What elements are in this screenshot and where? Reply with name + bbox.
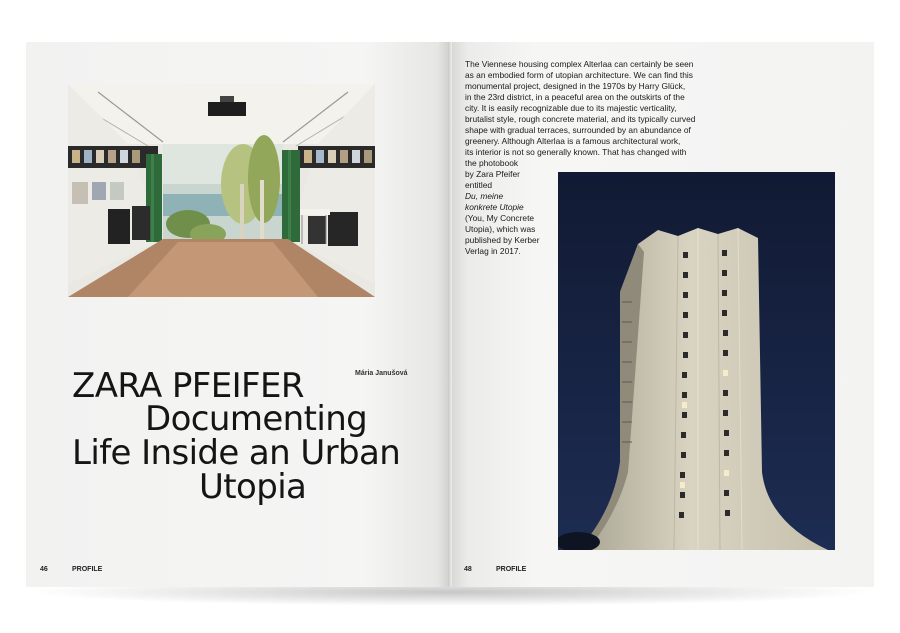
- body-line: Utopia), which was: [465, 224, 536, 234]
- book-title-part: Du, meine: [465, 191, 504, 201]
- body-line-text: entitled: [465, 180, 493, 190]
- left-section-label: PROFILE: [72, 566, 103, 573]
- body-line: in the 23rd district, in a peaceful area on the outskirts of the: [465, 92, 685, 102]
- body-line: greenery. Although Alterlaa is a famous architectural work,: [465, 136, 681, 146]
- alterlaa-tower-night-photo: [558, 172, 835, 550]
- author-name: Mária Janušová: [355, 370, 408, 377]
- body-line: the photobook: [465, 158, 519, 168]
- body-line: monumental project, designed in the 1970s by Harry Glück,: [465, 81, 686, 91]
- right-page-number: 48: [464, 566, 472, 573]
- book-title-part: konkrete Utopie: [465, 202, 524, 212]
- body-line: by Zara Pfeifer: [465, 169, 520, 179]
- body-line: The Viennese housing complex Alterlaa can certainly be seen: [465, 59, 694, 69]
- community-room-interior-photo: [68, 84, 375, 297]
- body-line: brutalist style, rough concrete material, and its typically curved: [465, 114, 696, 124]
- body-line: Verlag in 2017.: [465, 246, 521, 256]
- body-line: city. It is easily recognizable due to its majestic verticality,: [465, 103, 677, 113]
- right-section-label: PROFILE: [496, 566, 527, 573]
- title-line-1: ZARA PFEIFER: [72, 366, 304, 406]
- body-line: shape with gradual terraces, surrounded by an abundance of: [465, 125, 691, 135]
- body-line: published by Kerber: [465, 235, 540, 245]
- body-line: (You, My Concrete: [465, 213, 535, 223]
- spine-gutter: [448, 42, 452, 587]
- title-line-4: Utopia: [199, 467, 307, 507]
- title-line-2: Documenting: [145, 399, 368, 439]
- title-line-3: Life Inside an Urban: [72, 433, 401, 473]
- body-line: its interior is not so generally known. That has changed with: [465, 147, 687, 157]
- left-page-number: 46: [40, 566, 48, 573]
- body-line: as an embodied form of utopian architecture. We can find this: [465, 70, 693, 80]
